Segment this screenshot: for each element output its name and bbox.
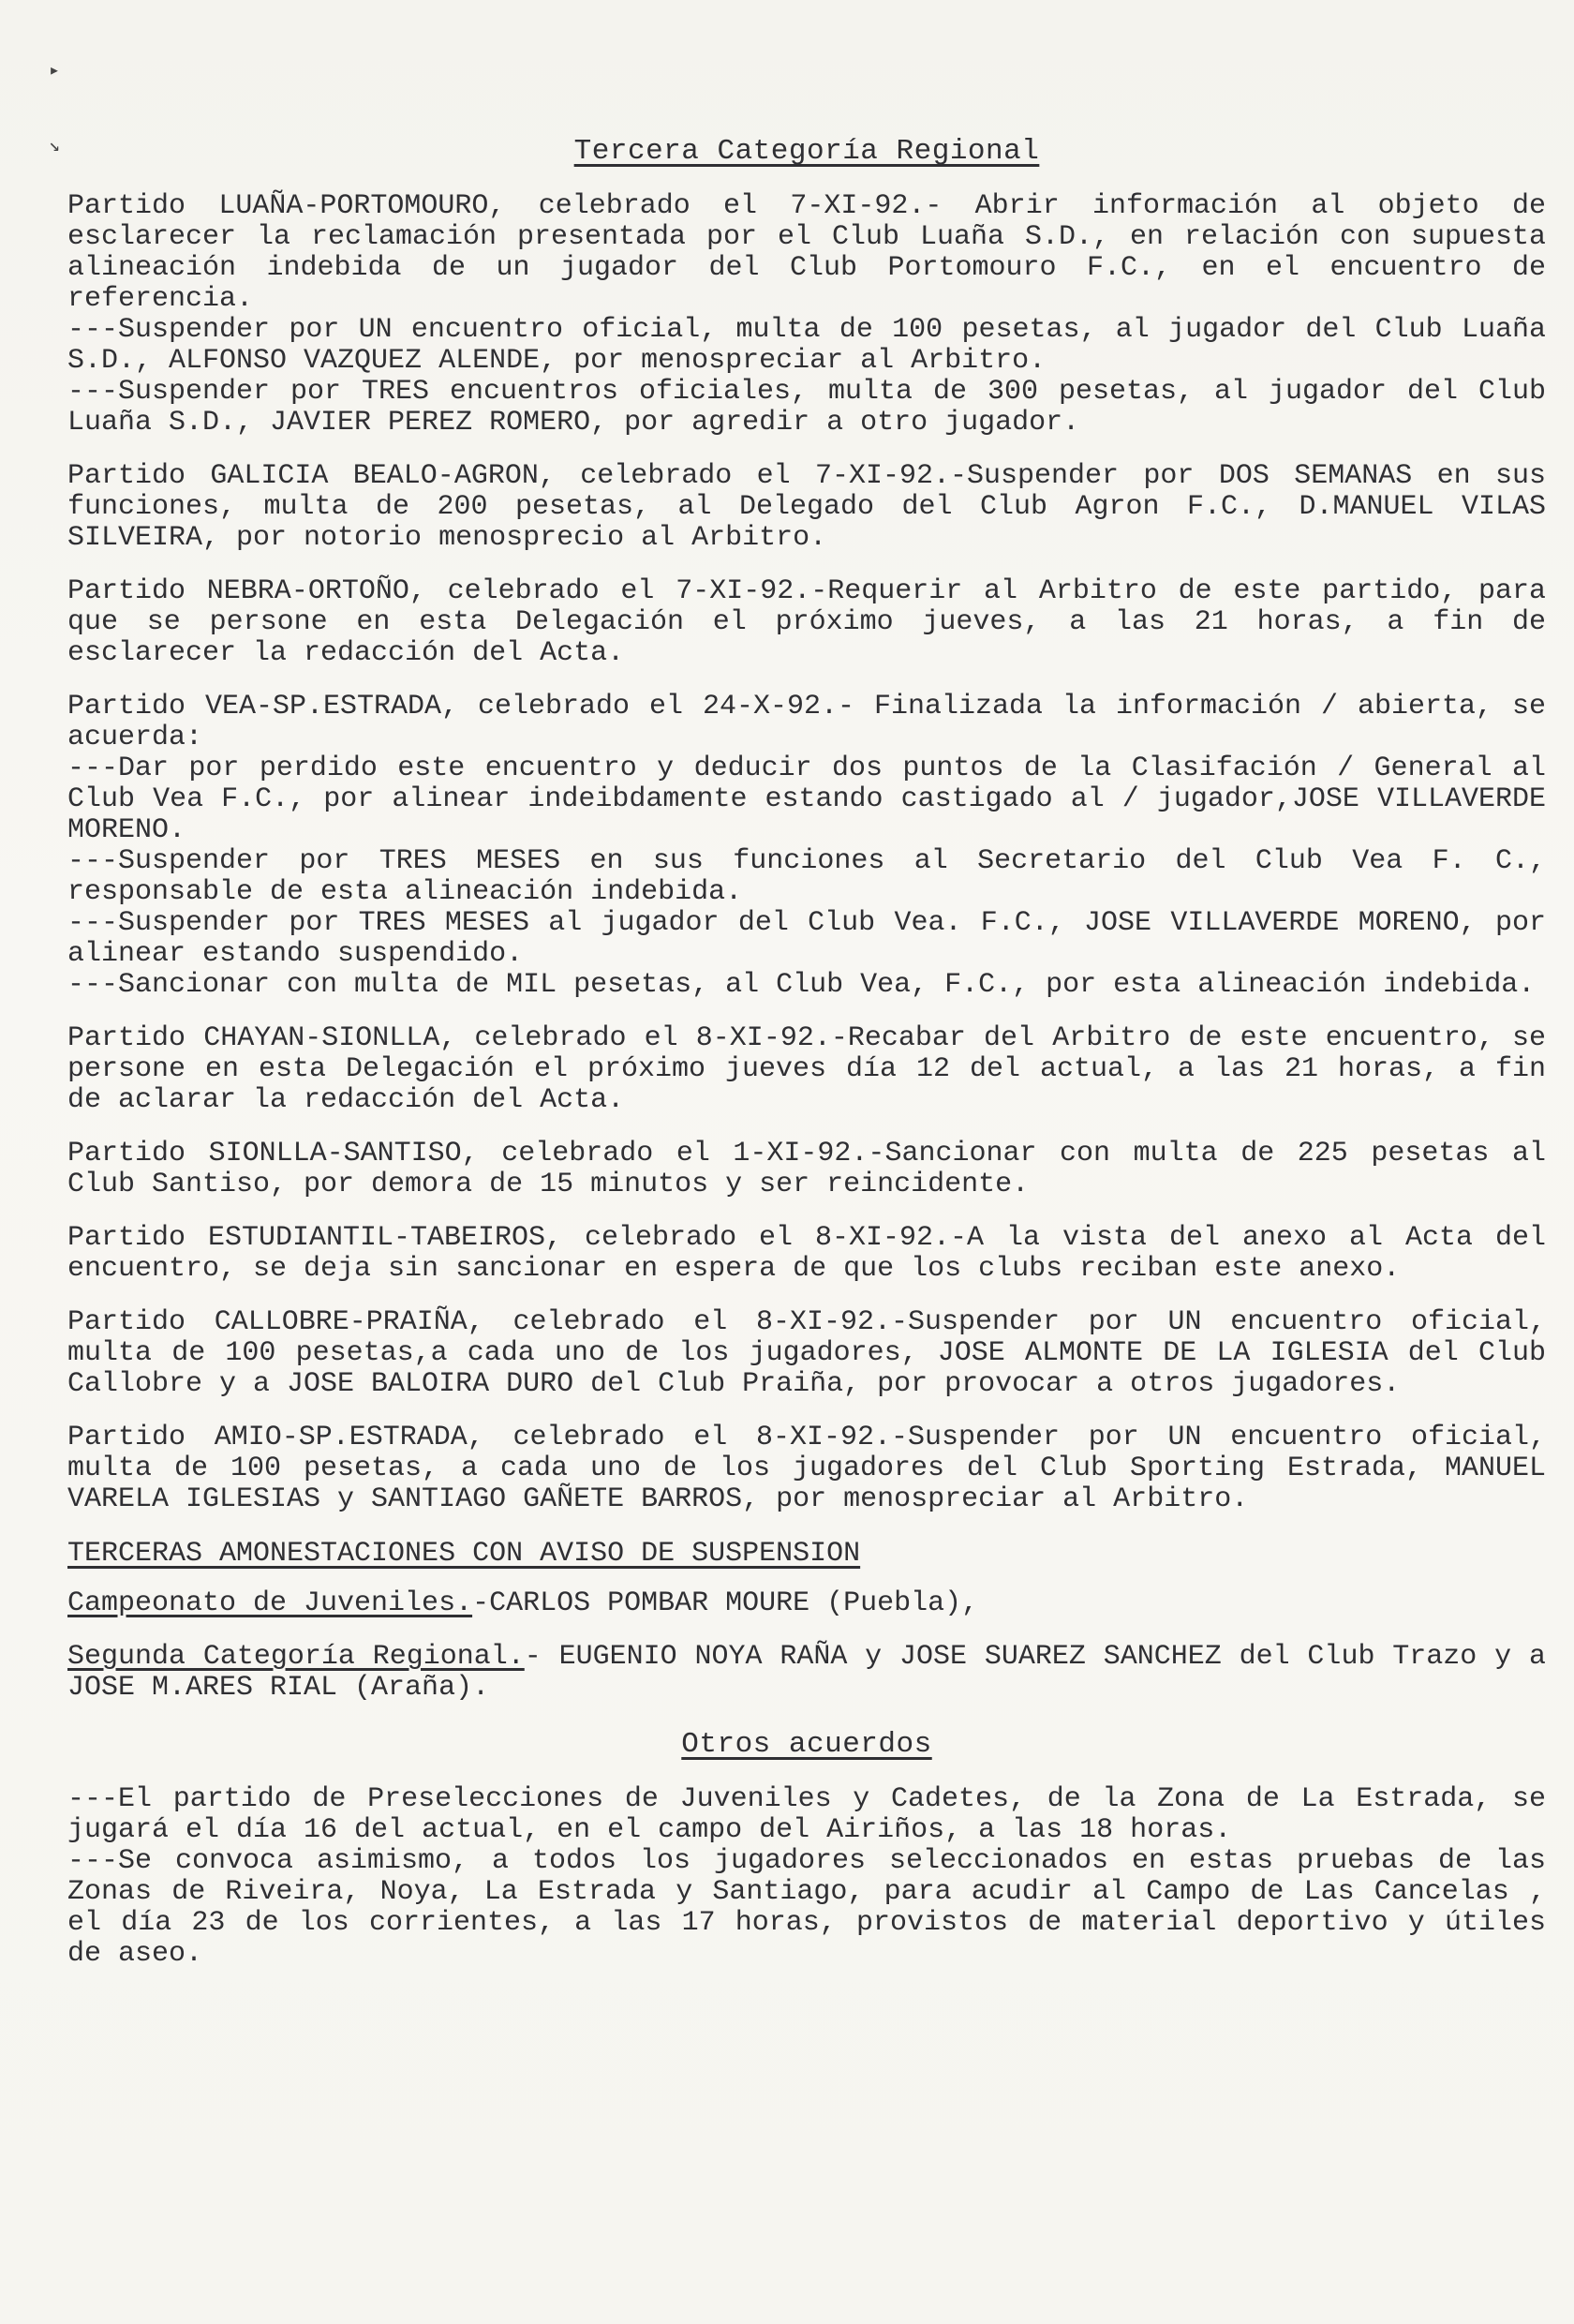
paragraph-nebra: Partido NEBRA-ORTOÑO, celebrado el 7-XI-92.-Requerir al Arbitro de este partido, para que se persone en esta Delegación el próximo jueves, a las 21 horas, a fin de esclarecer la redacción del Acta. — [67, 575, 1564, 669]
juveniles-entry — [67, 1588, 1546, 1619]
segunda-text: - EUGENIO NOYA RAÑA y JOSE SUAREZ SANCHEZ del Club Trazo y a JOSE M.ARES RIAL (Araña). — [67, 1641, 1564, 1704]
margin-mark: ↘ — [49, 136, 61, 157]
segunda-entry — [67, 1641, 1564, 1704]
margin-mark: ▸ — [49, 61, 61, 82]
paragraph-callobre: Partido CALLOBRE-PRAIÑA, celebrado el 8-XI-92.-Suspender por UN encuentro oficial, multa de 100 pesetas,a cada uno de los jugadores, JOSE ALMONTE DE LA IGLESIA del Club Callobre y a JOSE BALOIRA DURO del Club Praiña, por provocar a otros jugadores. — [67, 1306, 1564, 1400]
paragraph-galicia: Partido GALICIA BEALO-AGRON, celebrado el 7-XI-92.-Suspender por DOS SEMANAS en sus funciones, multa de 200 pesetas, al Delegado del Club Agron F.C., D.MANUEL VILAS SILVEIRA, por notorio menosprecio al Arbitro. — [67, 460, 1564, 554]
amonestaciones-heading: TERCERAS AMONESTACIONES CON AVISO DE SUSPENSION — [67, 1538, 861, 1570]
otros-heading: Otros acuerdos — [681, 1728, 932, 1761]
paragraph-amio: Partido AMIO-SP.ESTRADA, celebrado el 8-XI-92.-Suspender por UN encuentro oficial, multa de 100 pesetas, a cada uno de los jugadores del Club Sporting Estrada, MANUEL VARELA IGLESIAS y SANTIAGO GAÑETE BARROS, por menospreciar al Arbitro. — [67, 1422, 1564, 1515]
juveniles-label: Campeonato de Juveniles. — [67, 1587, 473, 1619]
paragraph-luana: Partido LUAÑA-PORTOMOURO, celebrado el 7-XI-92.- Abrir información al objeto de esclarecer la reclamación presentada por el Club Luaña S.D., en relación con supuesta alineación indebida de un jugador del Club Portomouro F.C., en el encuentro de referencia. ---Suspender por UN encuentro oficial, multa de 100 pesetas, al jugador del Club Luaña S.D., ALFONSO VAZQUEZ ALENDE, por menospreciar al Arbitro. ---Suspender por TRES encuentros oficiales, multa de 300 pesetas, al jugador del Club Luaña S.D., JAVIER PEREZ ROMERO, por agredir a otro jugador. — [67, 190, 1546, 439]
paragraph-vea: Partido VEA-SP.ESTRADA, celebrado el 24-X-92.- Finalizada la información / abierta, se acuerda: ---Dar por perdido este encuentro y deducir dos puntos de la Clasifación / General al Club Vea F.C., por alinear indeibdamente estando castigado al / jugador,JOSE VILLAVERDE MORENO. ---Suspender por TRES MESES en sus funciones al Secretario del Club Vea F. C., responsable de esta alineación indebida. ---Suspender por TRES MESES al jugador del Club Vea. F.C., JOSE VILLAVERDE MORENO, por alinear estando suspendido. ---Sancionar con multa de MIL pesetas, al Club Vea, F.C., por esta alineación indebida. — [67, 691, 1546, 1001]
segunda-label: Segunda Categoría Regional. — [67, 1641, 525, 1673]
paragraph-chayan: Partido CHAYAN-SIONLLA, celebrado el 8-XI-92.-Recabar del Arbitro de este encuentro, se persone en esta Delegación el próximo jueves día 12 del actual, a las 21 horas, a fin de aclarar la redacción del Acta. — [67, 1022, 1564, 1116]
paragraph-estudiantil: Partido ESTUDIANTIL-TABEIROS, celebrado el 8-XI-92.-A la vista del anexo al Acta del encuentro, se deja sin sancionar en espera de que los clubs reciban este anexo. — [67, 1222, 1564, 1285]
paragraph-sionlla: Partido SIONLLA-SANTISO, celebrado el 1-XI-92.-Sancionar con multa de 225 pesetas al Club Santiso, por demora de 15 minutos y ser reincidente. — [67, 1138, 1564, 1200]
juveniles-text: -CARLOS POMBAR MOURE (Puebla), — [472, 1587, 979, 1619]
otros-item: ---Se convoca asimismo, a todos los jugadores seleccionados en estas pruebas de las Zonas de Riveira, Noya, La Estrada y Santiago, para acudir al Campo de Las Cancelas , el día 23 de los corrientes, a las 17 horas, provistos de material deportivo y útiles de aseo. — [67, 1845, 1564, 1970]
otros-item: ---El partido de Preselecciones de Juveniles y Cadetes, de la Zona de La Estrada, se jugará el día 16 del actual, en el campo del Airiños, a las 18 horas. — [67, 1783, 1564, 1846]
section-title: Tercera Categoría Regional — [573, 135, 1040, 168]
